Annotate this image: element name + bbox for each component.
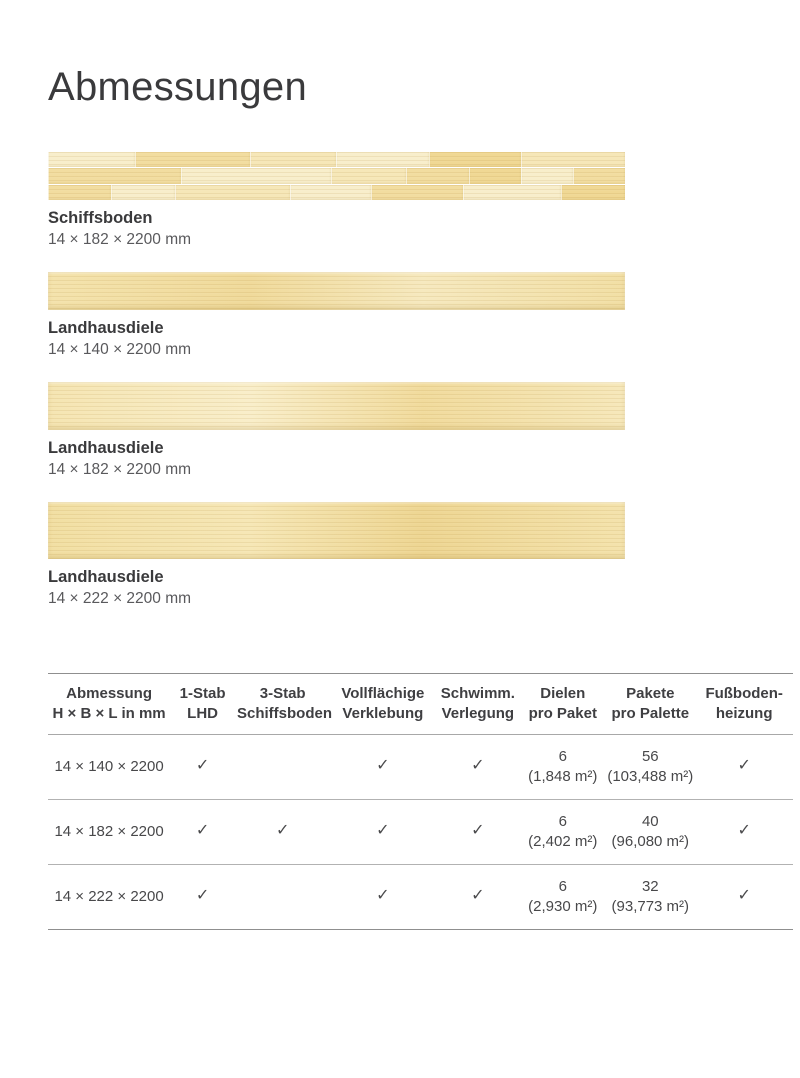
wood-strip-segment <box>250 152 337 167</box>
cell-count: 32 <box>641 878 659 895</box>
column-header-line2: pro Paket <box>528 705 597 723</box>
product-name: Landhausdiele <box>48 319 164 337</box>
wood-strip-segment <box>336 152 428 167</box>
cell-packs_per_pallet <box>605 734 695 799</box>
wood-strip-segment <box>175 185 290 200</box>
wood-sample-plank-image <box>48 502 625 559</box>
cell-floating <box>435 864 520 929</box>
check-icon: ✓ <box>471 887 485 905</box>
cell-dimension: 14 × 182 × 2200 <box>48 799 170 864</box>
column-header-one_strip_lhd <box>170 674 235 735</box>
column-header-line1: 1-Stab <box>179 685 226 702</box>
wood-sample-plank-image <box>48 382 625 430</box>
page-title: Abmessungen <box>48 65 308 109</box>
product-dimensions: 14 × 140 × 2200 mm <box>48 341 192 358</box>
cell-one_strip_lhd <box>170 799 235 864</box>
product-block <box>48 382 625 480</box>
wood-strip-segment <box>290 185 371 200</box>
column-header-line1: Dielen <box>540 685 586 702</box>
table-row <box>48 734 793 799</box>
cell-area: (2,402 m²) <box>528 832 598 850</box>
product-dimensions: 14 × 222 × 2200 mm <box>48 590 192 607</box>
wood-strip-segment <box>181 168 331 183</box>
wood-strip-segment <box>48 152 135 167</box>
check-icon: ✓ <box>275 822 290 840</box>
cell-underfloor_heating <box>695 799 793 864</box>
wood-strip-segment <box>135 152 250 167</box>
cell-packs_per_pallet <box>605 864 695 929</box>
column-header-line2: heizung <box>715 705 773 723</box>
cell-count: 40 <box>641 813 659 830</box>
wood-strip-segment <box>331 168 406 183</box>
check-icon: ✓ <box>195 822 210 840</box>
column-header-full_glue <box>330 674 435 735</box>
wood-strip-row <box>48 185 625 200</box>
column-header-line2: LHD <box>187 705 218 723</box>
wood-strip-segment <box>573 168 625 183</box>
cell-underfloor_heating <box>695 864 793 929</box>
check-icon: ✓ <box>376 887 390 905</box>
check-icon: ✓ <box>376 822 390 840</box>
cell-three_strip <box>235 799 330 864</box>
table-row <box>48 799 793 864</box>
column-header-line1: 3-Stab <box>259 685 306 702</box>
wood-strip-segment <box>469 168 521 183</box>
cell-floating <box>435 734 520 799</box>
cell-boards_per_pack <box>520 799 605 864</box>
check-icon: ✓ <box>737 757 751 775</box>
wood-strip-row <box>48 152 625 167</box>
table-header <box>48 674 793 735</box>
wood-sample-plank-image <box>48 272 625 310</box>
column-header-line2: H × B × L in mm <box>52 705 166 723</box>
cell-boards_per_pack <box>520 864 605 929</box>
column-header-floating <box>435 674 520 735</box>
cell-three_strip <box>235 864 330 929</box>
cell-area: (93,773 m²) <box>611 897 690 915</box>
cell-full_glue <box>330 864 435 929</box>
check-icon: ✓ <box>471 822 485 840</box>
column-header-three_strip <box>235 674 330 735</box>
cell-floating <box>435 799 520 864</box>
product-name: Schiffsboden <box>48 209 153 227</box>
product-list <box>48 152 800 609</box>
cell-three_strip <box>235 734 330 799</box>
dimensions-table <box>48 673 793 930</box>
wood-strip-segment <box>429 152 521 167</box>
check-icon: ✓ <box>737 887 751 905</box>
product-block <box>48 152 625 250</box>
cell-area: (96,080 m²) <box>611 832 690 850</box>
table-header-row <box>48 674 793 735</box>
wood-strip-segment <box>463 185 561 200</box>
column-header-line2: pro Palette <box>611 705 690 723</box>
check-icon: ✓ <box>376 757 390 775</box>
column-header-line2: Verklebung <box>342 705 424 723</box>
table-body <box>48 734 793 929</box>
column-header-line1: Abmessung <box>66 685 153 702</box>
column-header-packs_per_pallet <box>605 674 695 735</box>
cell-count: 6 <box>558 813 567 830</box>
cell-dimension: 14 × 222 × 2200 <box>48 864 170 929</box>
check-icon: ✓ <box>737 822 751 840</box>
product-name: Landhausdiele <box>48 439 164 457</box>
wood-strip-segment <box>561 185 624 200</box>
page-content <box>0 64 800 930</box>
check-icon: ✓ <box>471 757 485 775</box>
column-header-underfloor_heating <box>695 674 793 735</box>
cell-packs_per_pallet <box>605 799 695 864</box>
cell-area: (103,488 m²) <box>607 767 694 785</box>
cell-count: 6 <box>558 878 567 895</box>
product-name: Landhausdiele <box>48 568 164 586</box>
cell-boards_per_pack <box>520 734 605 799</box>
cell-one_strip_lhd <box>170 864 235 929</box>
column-header-dimension <box>48 674 170 735</box>
product-dimensions: 14 × 182 × 2200 mm <box>48 231 192 248</box>
column-header-line2: Schiffsboden <box>236 705 332 723</box>
product-block <box>48 272 625 360</box>
wood-sample-schiffsboden-image <box>48 152 625 200</box>
wood-strip-segment <box>406 168 469 183</box>
check-icon: ✓ <box>195 887 210 905</box>
wood-strip-segment <box>521 152 625 167</box>
wood-strip-segment <box>48 185 111 200</box>
column-header-boards_per_pack <box>520 674 605 735</box>
cell-count: 6 <box>558 748 567 765</box>
cell-area: (1,848 m²) <box>528 767 598 785</box>
table-row <box>48 864 793 929</box>
cell-full_glue <box>330 799 435 864</box>
column-header-line1: Fußboden- <box>705 685 783 702</box>
wood-strip-segment <box>371 185 463 200</box>
column-header-line1: Schwimm. <box>440 685 515 702</box>
cell-count: 56 <box>641 748 659 765</box>
wood-strip-segment <box>521 168 573 183</box>
cell-one_strip_lhd <box>170 734 235 799</box>
wood-strip-segment <box>48 168 181 183</box>
product-block <box>48 502 625 609</box>
cell-full_glue <box>330 734 435 799</box>
cell-underfloor_heating <box>695 734 793 799</box>
column-header-line2: Verlegung <box>441 705 515 723</box>
column-header-line1: Vollflächige <box>341 685 425 702</box>
cell-area: (2,930 m²) <box>528 897 598 915</box>
check-icon: ✓ <box>195 757 210 775</box>
wood-strip-segment <box>111 185 174 200</box>
cell-dimension: 14 × 140 × 2200 <box>48 734 170 799</box>
product-dimensions: 14 × 182 × 2200 mm <box>48 461 192 478</box>
column-header-line1: Pakete <box>626 685 675 702</box>
wood-strip-row <box>48 168 625 183</box>
